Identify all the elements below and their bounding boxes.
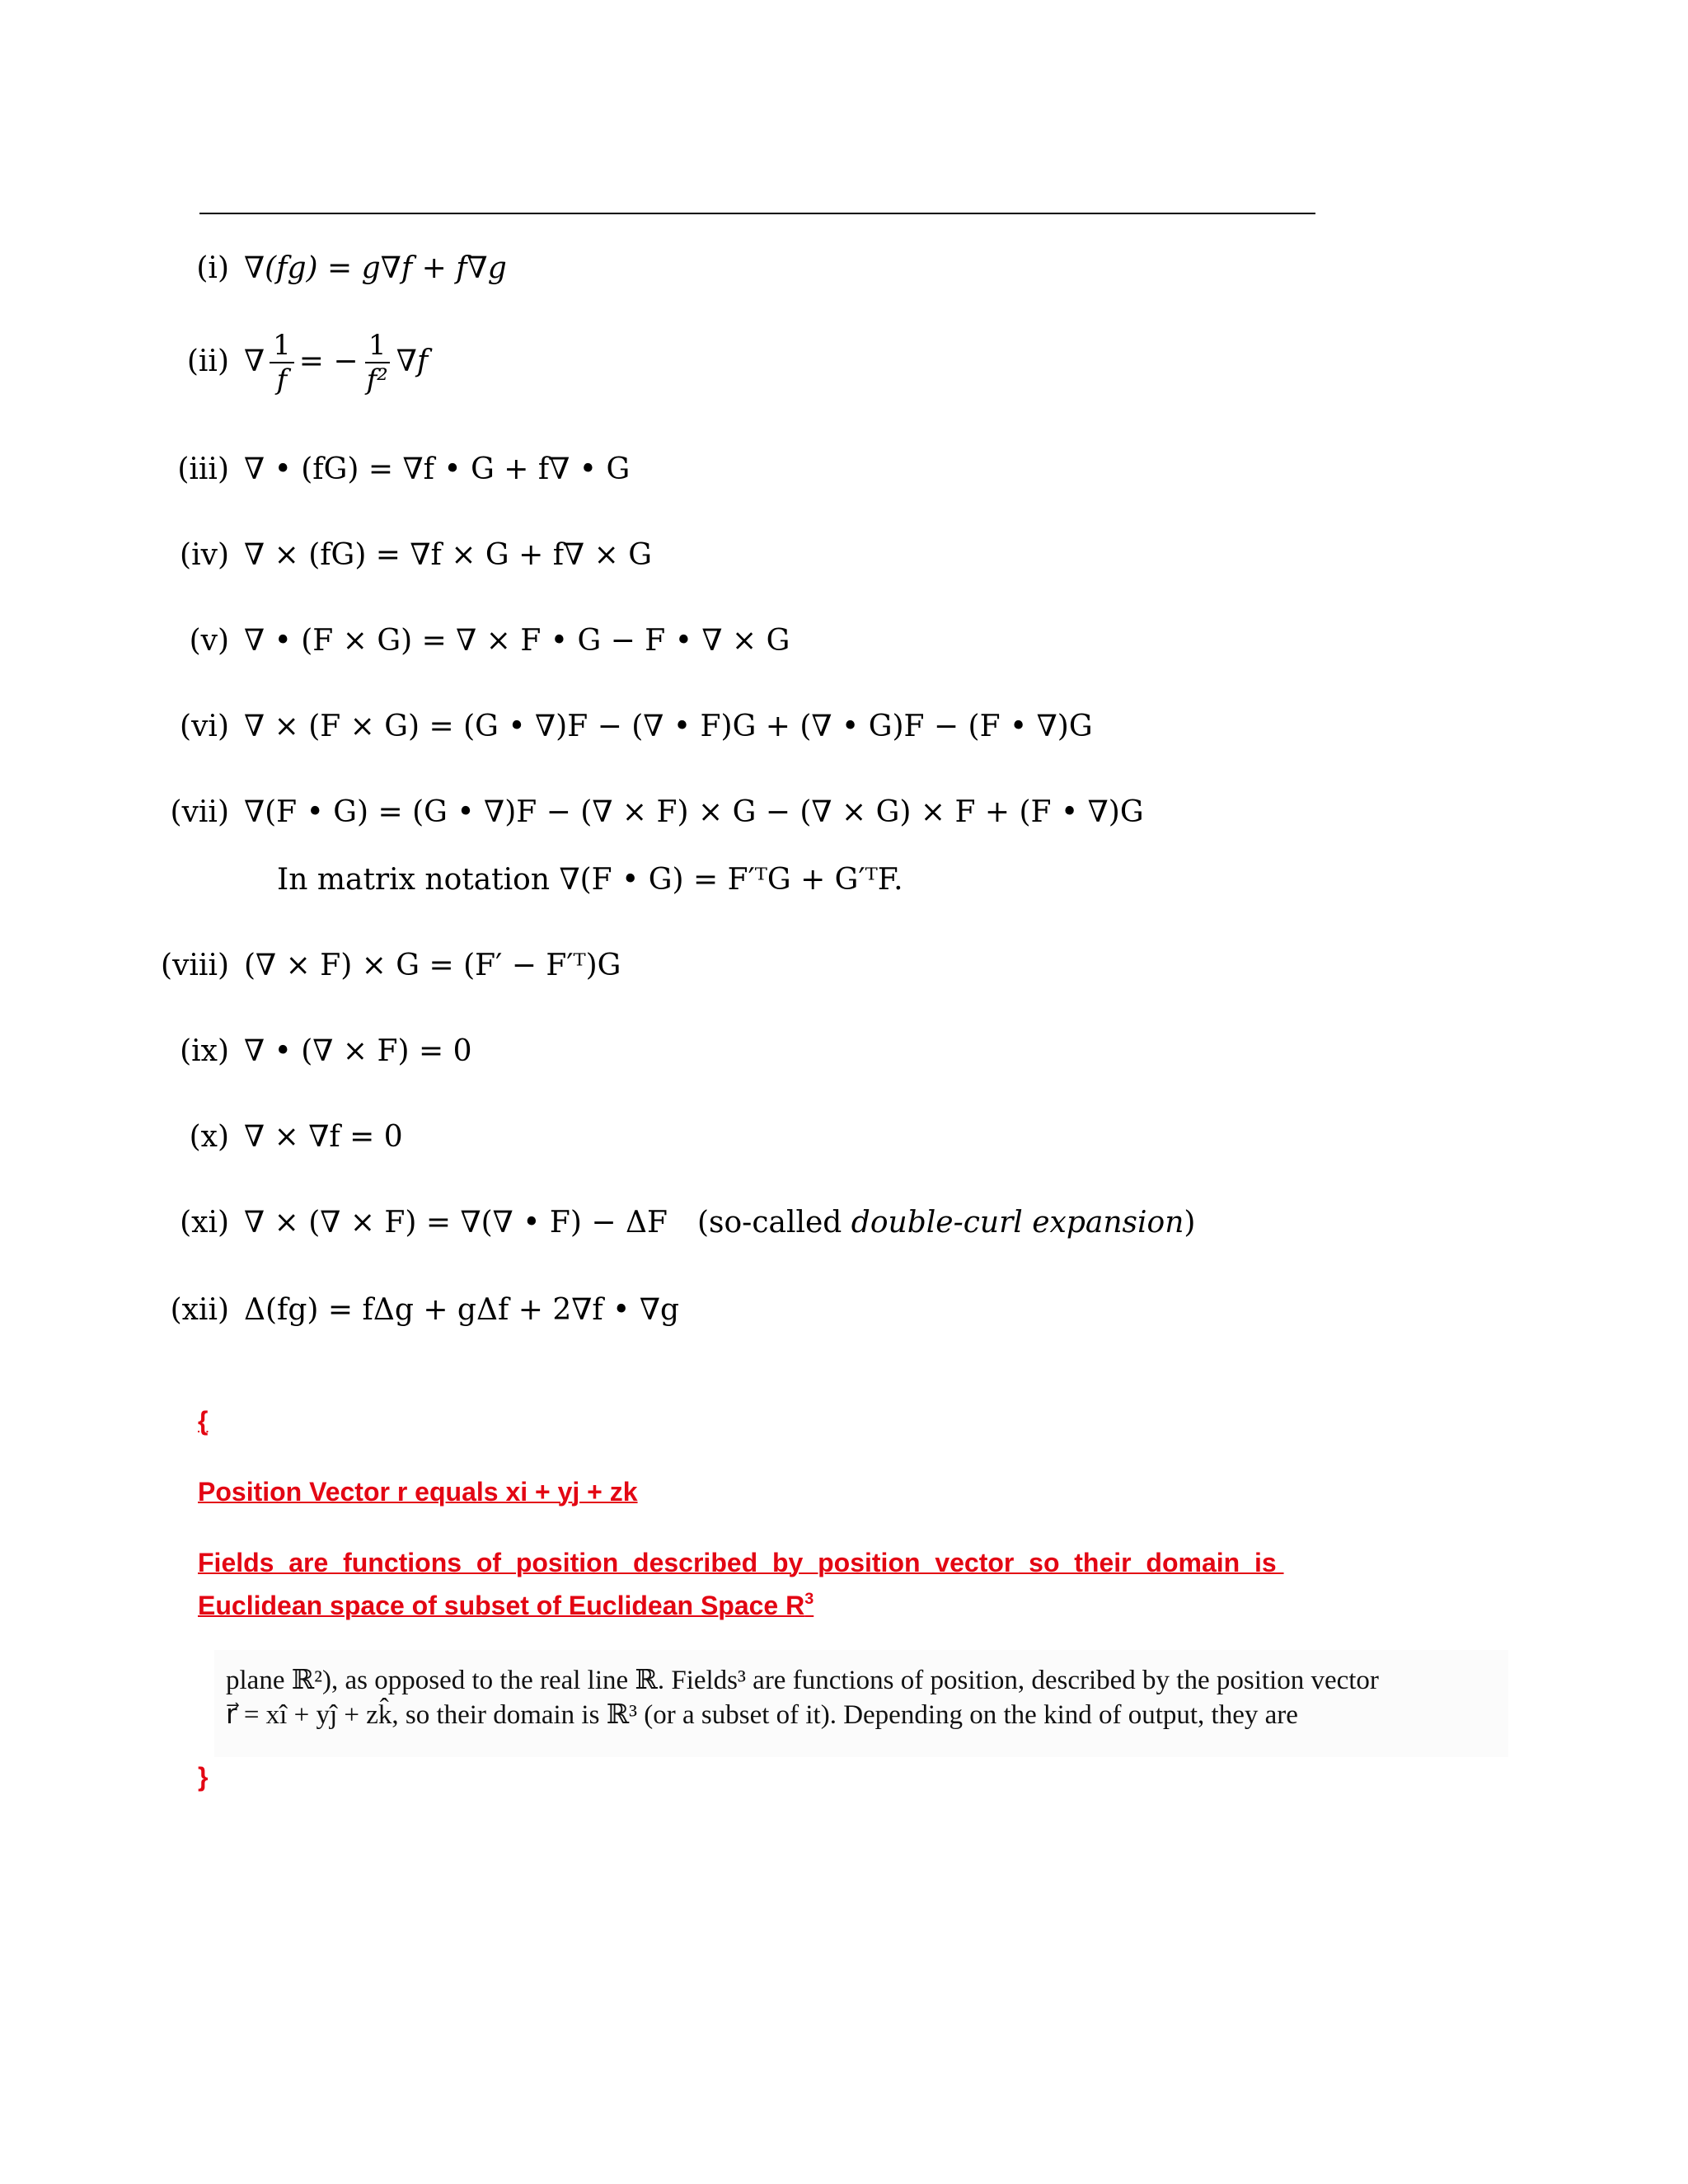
identity-lhs: ∇(fg) bbox=[244, 251, 318, 285]
annotation-line-3: Euclidean space of subset of Euclidean Space $R^3$ bbox=[198, 1590, 814, 1620]
annotation-line-1: Position Vector r equals xi + yj + zk bbox=[198, 1477, 638, 1507]
open-brace: { bbox=[198, 1406, 209, 1436]
identity-text: ∇ × ∇f = 0 bbox=[244, 1120, 403, 1154]
horizontal-rule bbox=[199, 213, 1315, 214]
identity-number: (ii) bbox=[186, 344, 229, 378]
identity-number: (iii) bbox=[177, 452, 229, 486]
identity-text: ∇ × (fG) = ∇f × G + f∇ × G bbox=[244, 538, 652, 572]
nabla-symbol: ∇ bbox=[244, 344, 265, 378]
identity-text: ∇ • (fG) = ∇f • G + f∇ • G bbox=[244, 452, 631, 486]
identity-number: (xii) bbox=[170, 1293, 229, 1327]
identity-iii bbox=[148, 452, 630, 487]
identity-number: (ix) bbox=[180, 1034, 229, 1068]
identity-text: Δ(fg) = fΔg + gΔf + 2∇f • ∇g bbox=[244, 1293, 680, 1327]
identity-v bbox=[148, 623, 790, 658]
identity-x bbox=[148, 1119, 403, 1155]
identity-text: ∇(F • G) = (G • ∇)F − (∇ × F) × G − (∇ × G) × F + (F • ∇)G bbox=[244, 795, 1144, 829]
identity-note: (so-called double-curl expansion) bbox=[696, 1206, 1196, 1240]
identity-ix bbox=[148, 1033, 471, 1069]
identity-number: (x) bbox=[189, 1120, 229, 1154]
close-brace: } bbox=[198, 1762, 209, 1792]
matrix-notation-prefix: In matrix notation bbox=[277, 863, 560, 897]
fraction-one-over-f: $\frac{1}{f}$ bbox=[270, 330, 294, 397]
pasted-excerpt bbox=[214, 1650, 1508, 1757]
gradient-f: ∇f bbox=[396, 344, 429, 378]
equals-sign: = bbox=[298, 344, 324, 378]
identity-viii bbox=[148, 948, 621, 983]
identity-number: (v) bbox=[189, 624, 229, 658]
identity-number: (vii) bbox=[170, 795, 229, 829]
identity-number: (iv) bbox=[180, 538, 229, 572]
identity-text: (∇ × F) × G = (F′ − F′ᵀ)G bbox=[244, 949, 621, 982]
identity-text: ∇ × (F × G) = (G • ∇)F − (∇ • F)G + (∇ • G)F − (F • ∇)G bbox=[244, 710, 1093, 743]
identity-number: (xi) bbox=[180, 1206, 229, 1240]
identity-number: (vi) bbox=[180, 710, 229, 743]
identity-number: (i) bbox=[196, 251, 229, 285]
matrix-notation-line bbox=[277, 862, 903, 898]
annotation-superscript: 3 bbox=[804, 1590, 814, 1609]
excerpt-line-2: r⃗ = xî + yĵ + zk̂, so their domain is ℝ³ (or a subset of it). Depending on the kind of output, they are bbox=[226, 1700, 1298, 1730]
matrix-notation-formula: ∇(F • G) = F′ᵀG + G′ᵀF. bbox=[559, 863, 903, 897]
identity-rhs: g∇f + f∇g bbox=[361, 251, 507, 285]
identity-xii bbox=[148, 1292, 679, 1328]
fraction-one-over-f-squared: $\frac{1}{\text{f²}}$ bbox=[366, 329, 388, 397]
identity-number: (viii) bbox=[161, 949, 229, 982]
excerpt-line-1: plane ℝ²), as opposed to the real line ℝ. Fields³ are functions of position, described by the position vector bbox=[226, 1666, 1379, 1695]
identity-vii bbox=[148, 794, 1144, 830]
identity-i: (i) ∇(fg) = g∇f + f∇g bbox=[148, 251, 507, 286]
identity-ii bbox=[148, 330, 428, 397]
identity-vi bbox=[148, 709, 1093, 744]
identity-text: ∇ • (F × G) = ∇ × F • G − F • ∇ × G bbox=[244, 624, 790, 658]
identity-text: ∇ × (∇ × F) = ∇(∇ • F) − ΔF bbox=[244, 1206, 668, 1240]
identity-text: ∇ • (∇ × F) = 0 bbox=[244, 1034, 472, 1068]
identity-xi bbox=[148, 1205, 1195, 1240]
annotation-line-2: Fields are functions of position described by position vector so their domain is bbox=[198, 1548, 1284, 1577]
minus-sign: − bbox=[333, 344, 359, 378]
identity-iv bbox=[148, 537, 652, 573]
